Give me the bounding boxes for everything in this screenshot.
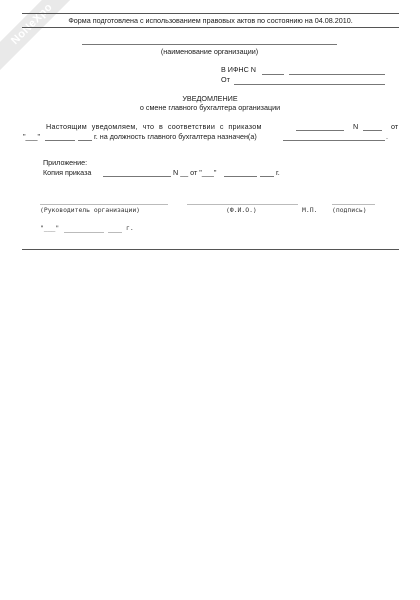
body-line2-text: г. на должность главного бухгалтера назначен(а)	[94, 132, 257, 141]
appendix-month-line	[224, 176, 257, 177]
from-label: От	[221, 75, 230, 84]
tax-office-number-line	[262, 74, 284, 75]
appendix-order-line	[103, 176, 171, 177]
from-line	[234, 84, 385, 85]
date-quote: "___"	[40, 224, 60, 232]
tax-office-name-line	[289, 74, 385, 75]
sign-caption: (подпись)	[332, 206, 367, 214]
body-date-quote: "___"	[23, 132, 41, 141]
body-line1-start: Настоящим уведомляем, что в соответствии с приказом	[46, 122, 262, 131]
order-year-line	[78, 140, 92, 141]
doc-subtitle: о смене главного бухгалтера организации	[139, 103, 281, 112]
sign-line	[332, 204, 375, 205]
order-month-line	[45, 140, 75, 141]
fio-signature-line	[187, 204, 298, 205]
head-signature-line	[40, 204, 168, 205]
org-name-caption: (наименование организации)	[160, 47, 259, 56]
header-top-rule	[22, 13, 399, 14]
appendix-year-label: г.	[276, 168, 280, 177]
appendix-n-label: N __ от "___"	[173, 168, 217, 177]
date-year-line	[108, 232, 122, 233]
body-line2-end: .	[386, 132, 388, 141]
appendix-year-line	[260, 176, 274, 177]
doc-title: УВЕДОМЛЕНИЕ	[182, 94, 238, 103]
accountant-name-line	[283, 140, 385, 141]
tax-office-label: В ИФНС N	[221, 65, 256, 74]
appendix-copy-label: Копия приказа	[43, 168, 92, 177]
appendix-label: Приложение:	[43, 158, 88, 167]
order-number-line	[296, 130, 344, 131]
body-from-label: от	[391, 122, 399, 131]
org-name-line	[82, 44, 337, 45]
body-n-label: N	[353, 122, 359, 131]
watermark-logo: NoNeXpo	[0, 0, 81, 73]
date-month-line	[64, 232, 104, 233]
stamp-caption: М.П.	[302, 206, 318, 214]
header-bottom-rule	[22, 27, 399, 28]
header-note: Форма подготовлена с использованием правовых актов по состоянию на 04.08.2010.	[68, 16, 353, 25]
date-year-label: г.	[126, 224, 134, 232]
order-n-line	[363, 130, 382, 131]
head-caption: (Руководитель организации)	[40, 206, 141, 214]
fio-caption: (Ф.И.О.)	[226, 206, 257, 214]
footer-rule	[22, 249, 399, 250]
